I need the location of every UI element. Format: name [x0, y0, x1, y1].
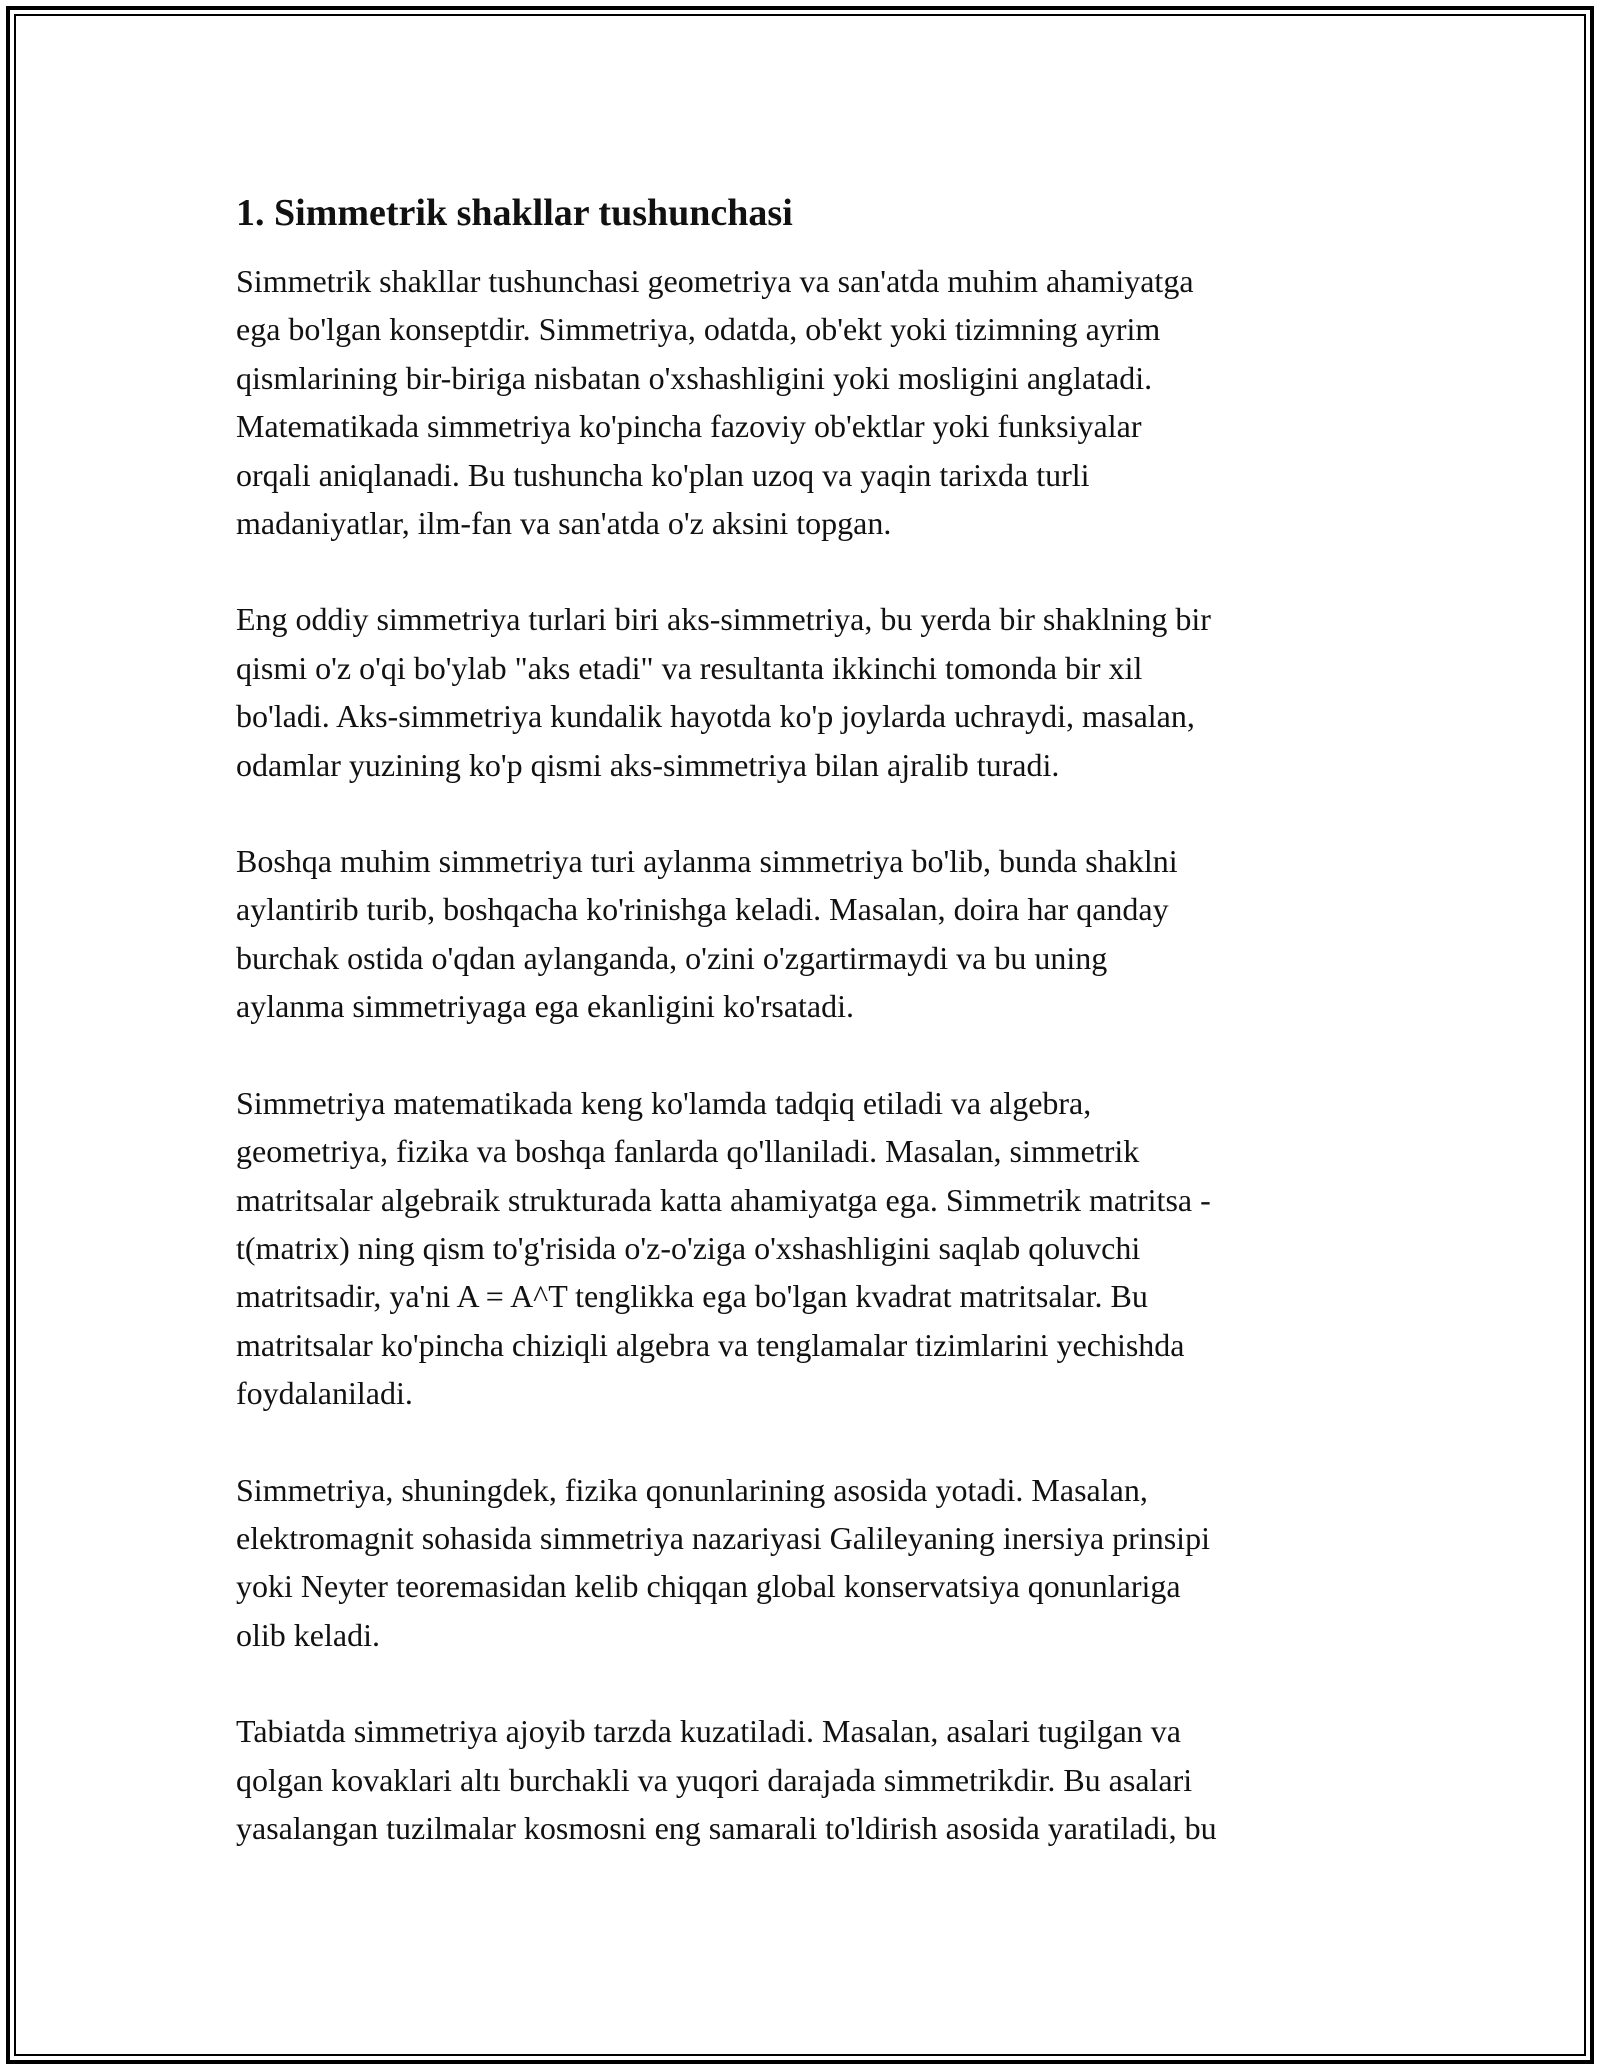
text-line: bo'ladi. Aks-simmetriya kundalik hayotda ko'p joylarda uchraydi, masalan, — [236, 698, 1195, 735]
text-line: Simmetriya matematikada keng ko'lamda tadqiq etiladi va algebra, — [236, 1084, 1092, 1121]
text-line: matritsadir, ya'ni A = A^T tenglikka ega bo'lgan kvadrat matritsalar. Bu — [236, 1278, 1148, 1315]
text-line: qismlarining bir-biriga nisbatan o'xshashligini yoki mosligini anglatadi. — [236, 359, 1153, 396]
text-line: orqali aniqlanadi. Bu tushuncha ko'plan uzoq va yaqin tarixda turli — [236, 456, 1090, 493]
text-line: matritsalar algebraik strukturada katta ahamiyatga ega. Simmetrik matritsa - — [236, 1181, 1211, 1218]
text-line: Simmetrik shakllar tushunchasi geometriya va san'atda muhim ahamiyatga — [236, 263, 1194, 299]
text-line: foydalaniladi. — [236, 1375, 413, 1412]
paragraph-5 — [236, 1466, 1376, 1660]
text-line: aylantirib turib, boshqacha ko'rinishga keladi. Masalan, doira har qanday — [236, 891, 1169, 928]
text-line: Simmetriya, shuningdek, fizika qonunlarining asosida yotadi. Masalan, — [236, 1471, 1148, 1508]
text-line: matritsalar ko'pincha chiziqli algebra va tenglamalar tizimlarini yechishda — [236, 1326, 1185, 1363]
text-line: Matematikada simmetriya ko'pincha fazoviy ob'ektlar yoki funksiyalar — [236, 408, 1142, 445]
text-line: Tabiatda simmetriya ajoyib tarzda kuzatiladi. Masalan, asalari tugilgan va — [236, 1713, 1181, 1750]
section-heading: 1. Simmetrik shakllar tushunchasi — [236, 192, 793, 234]
text-line: geometriya, fizika va boshqa fanlarda qo'llaniladi. Masalan, simmetrik — [236, 1133, 1140, 1170]
paragraph-1 — [236, 257, 1376, 547]
text-line: yasalangan tuzilmalar kosmosni eng samarali to'ldirish asosida yaratiladi, bu — [236, 1809, 1217, 1846]
text-line: olib keladi. — [236, 1616, 380, 1653]
paragraph-2 — [236, 595, 1376, 789]
text-line: Eng oddiy simmetriya turlari biri aks-simmetriya, bu yerda bir shaklning bir — [236, 601, 1211, 638]
text-line: ega bo'lgan konseptdir. Simmetriya, odatda, ob'ekt yoki tizimning ayrim — [236, 311, 1161, 348]
text-line: qismi o'z o'qi bo'ylab "aks etadi" va resultanta ikkinchi tomonda bir xil — [236, 649, 1143, 686]
text-line: burchak ostida o'qdan aylanganda, o'zini o'zgartirmaydi va bu uning — [236, 939, 1108, 976]
text-line: Boshqa muhim simmetriya turi aylanma simmetriya bo'lib, bunda shaklni — [236, 843, 1178, 880]
document-body — [236, 185, 1376, 1900]
text-line: madaniyatlar, ilm-fan va san'atda o'z aksini topgan. — [236, 505, 892, 542]
text-line: elektromagnit sohasida simmetriya nazariyasi Galileyaning inersiya prinsipi — [236, 1519, 1210, 1556]
paragraph-3 — [236, 837, 1376, 1031]
paragraph-6 — [236, 1707, 1376, 1852]
text-line: yoki Neyter teoremasidan kelib chiqqan global konservatsiya qonunlariga — [236, 1568, 1181, 1605]
text-line: odamlar yuzining ko'p qismi aks-simmetriya bilan ajralib turadi. — [236, 746, 1060, 783]
text-line: aylanma simmetriyaga ega ekanligini ko'rsatadi. — [236, 988, 854, 1025]
text-line: t(matrix) ning qism to'g'risida o'z-o'ziga o'xshashligini saqlab qoluvchi — [236, 1229, 1141, 1266]
text-line: qolgan kovaklari altı burchakli va yuqori darajada simmetrikdir. Bu asalari — [236, 1761, 1193, 1798]
paragraph-4 — [236, 1079, 1376, 1418]
